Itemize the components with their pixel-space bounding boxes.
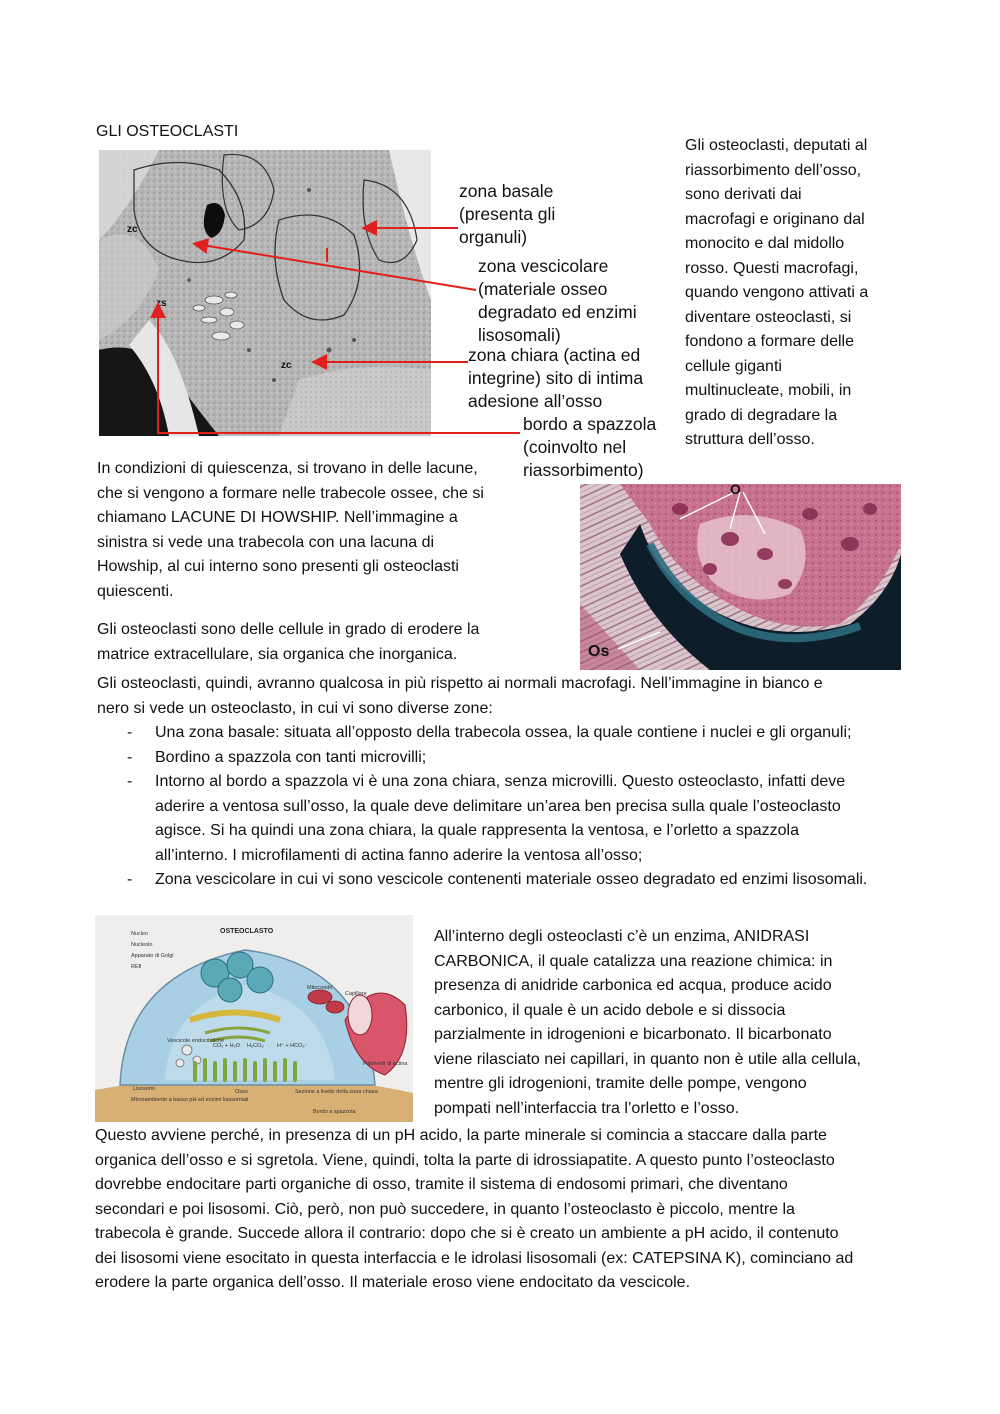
osteoclast-diagram-svg — [95, 915, 413, 1122]
list-item: - Intorno al bordo a spazzola vi è una zona chiara, senza microvilli. Questo osteoclasto, infatti deve aderire a ventosa sull’osso, la quale deve delimitare un’area ben precisa sulla quale l’osteoclasto agisce. Si ha quindi una zona chiara, la quale rappresenta la ventosa, e l’orletto a spazzola all’interno. I microfilamenti di actina fanno aderire la ventosa all’osso; — [127, 773, 846, 864]
quiescence-paragraph: In condizioni di quiescenza, si trovano in delle lacune, che si vengono a formare nelle trabecole ossee, che si chiamano LACUNE DI HOWSHIP. Nell’immagine a sinistra si vede una trabecola con una lacuna di Howship, al cui interno sono presenti gli osteoclasti quiescenti. — [97, 460, 484, 600]
label-zc-1: zc — [127, 224, 138, 235]
label-capillare: Capillare — [345, 991, 367, 997]
list-item: - Bordino a spazzola con tanti microvilli; — [127, 748, 427, 766]
label-refl: REfl — [131, 964, 142, 970]
label-microambiente: Microambiente a basso pH ed enzimi lisosomiali — [131, 1097, 249, 1103]
page-title: GLI OSTEOCLASTI — [96, 123, 239, 140]
label-osso: Osso — [235, 1089, 248, 1095]
label-filamenti: Filamenti di actina — [363, 1061, 408, 1067]
label-co2: CO₂ + H₂O — [213, 1043, 241, 1049]
label-nucleo: Nucleo — [131, 931, 149, 937]
callout-zona-basale: zona basale (presenta gli organuli) — [459, 181, 556, 247]
arrow-bordo-spazzola — [158, 306, 520, 433]
diagram-title: OSTEOCLASTO — [220, 928, 274, 935]
histology-svg — [580, 484, 901, 670]
label-o: O — [730, 484, 741, 497]
label-golgi: Apparato di Golgi — [131, 953, 174, 959]
final-paragraph: Questo avviene perché, in presenza di un pH acido, la parte minerale si comincia a staccare dalla parte organica dell’osso e si sgretola. Viene, quindi, tolta la parte di idrossiapatite. A questo punto l’osteoclasto dovrebbe endocitare parti organiche di osso, tramite il sistema di endosomi primari, che diventano secondari e poi lisosomi. Ciò, però, non può succedere, in quanto l’osteoclasto è piccolo, mentre la trabecola è grande. Succede allora il contrario: dopo che si è creato un ambiente a pH acido, il contenuto dei lisosomi viene esocitato in questa interfaccia e le idrolasi lisosomali (ex: CATEPSINA K), cominciano ad erodere la parte organica dell’osso. Il materiale eroso viene endocitato da vescicole. — [95, 1127, 854, 1291]
callout-zona-chiara: zona chiara (actina ed integrine) sito di intima adesione all’osso — [468, 345, 644, 411]
label-vescicole: Vescicole endocitotiche — [167, 1038, 225, 1044]
label-bordo: Bordo a spazzola — [313, 1109, 356, 1115]
label-sezione: Sezione a livello della zona chiara — [295, 1089, 378, 1095]
label-h-hco3: H⁺ + HCO₃⁻ — [277, 1043, 308, 1049]
side-paragraph: Gli osteoclasti, deputati al riassorbimento dell’osso, sono derivati dai macrofagi e originano dal monocito e dal midollo rosso. Questi macrofagi, quando vengono attivati a diventare osteoclasti, si fondono a formare delle cellule giganti multinucleate, mobili, in grado di degradare la struttura dell’osso. — [685, 137, 869, 448]
label-zc-2: zc — [281, 360, 292, 371]
erode-paragraph: Gli osteoclasti sono delle cellule in grado di erodere la matrice extracellulare, sia organica che inorganica. — [97, 621, 480, 663]
list-item: - Zona vescicolare in cui vi sono vescicole contenenti materiale osseo degradato ed enzimi lisosomali. — [127, 871, 868, 888]
label-zs: zs — [156, 298, 167, 309]
zones-list — [97, 721, 957, 893]
label-lisosomi: Lisosomi — [133, 1086, 155, 1092]
list-item: - Una zona basale: situata all’opposto della trabecola ossea, la quale contiene i nuclei e gli organuli; — [127, 724, 852, 741]
label-h2co3: H₂CO₃ — [247, 1043, 264, 1049]
zones-intro: Gli osteoclasti, quindi, avranno qualcosa in più rispetto ai normali macrofagi. Nell’immagine in bianco e nero si vede un osteoclasto, in cui vi sono diverse zone: — [97, 675, 823, 717]
anidrasi-paragraph: All’interno degli osteoclasti c’è un enzima, ANIDRASI CARBONICA, il quale catalizza una reazione chimica: in presenza di anidride carbonica ed acqua, produce acido carbonico, il quale è un acido debole e si dissocia parzialmente in idrogenioni e bicarbonato. Il bicarbonato viene rilasciato nei capillari, in quanto non è utile alla cellula, mentre gli idrogenioni, tramite delle pompe, vengono pompati nell’interfaccia tra l’orletto e l’osso. — [434, 928, 861, 1117]
osteoclast-diagram — [95, 915, 413, 1122]
label-os: Os — [588, 643, 610, 660]
callout-bordo-spazzola: bordo a spazzola (coinvolto nel riassorbimento) — [523, 414, 657, 480]
arrow-zona-vescicolare — [196, 244, 476, 290]
histology-micrograph — [580, 484, 901, 670]
label-mitocondri: Mitocondri — [307, 985, 333, 991]
callout-zona-vescicolare: zona vescicolare (materiale osseo degradato ed enzimi lisosomali) — [478, 256, 637, 345]
label-nucleolo: Nucleolo — [131, 942, 153, 948]
